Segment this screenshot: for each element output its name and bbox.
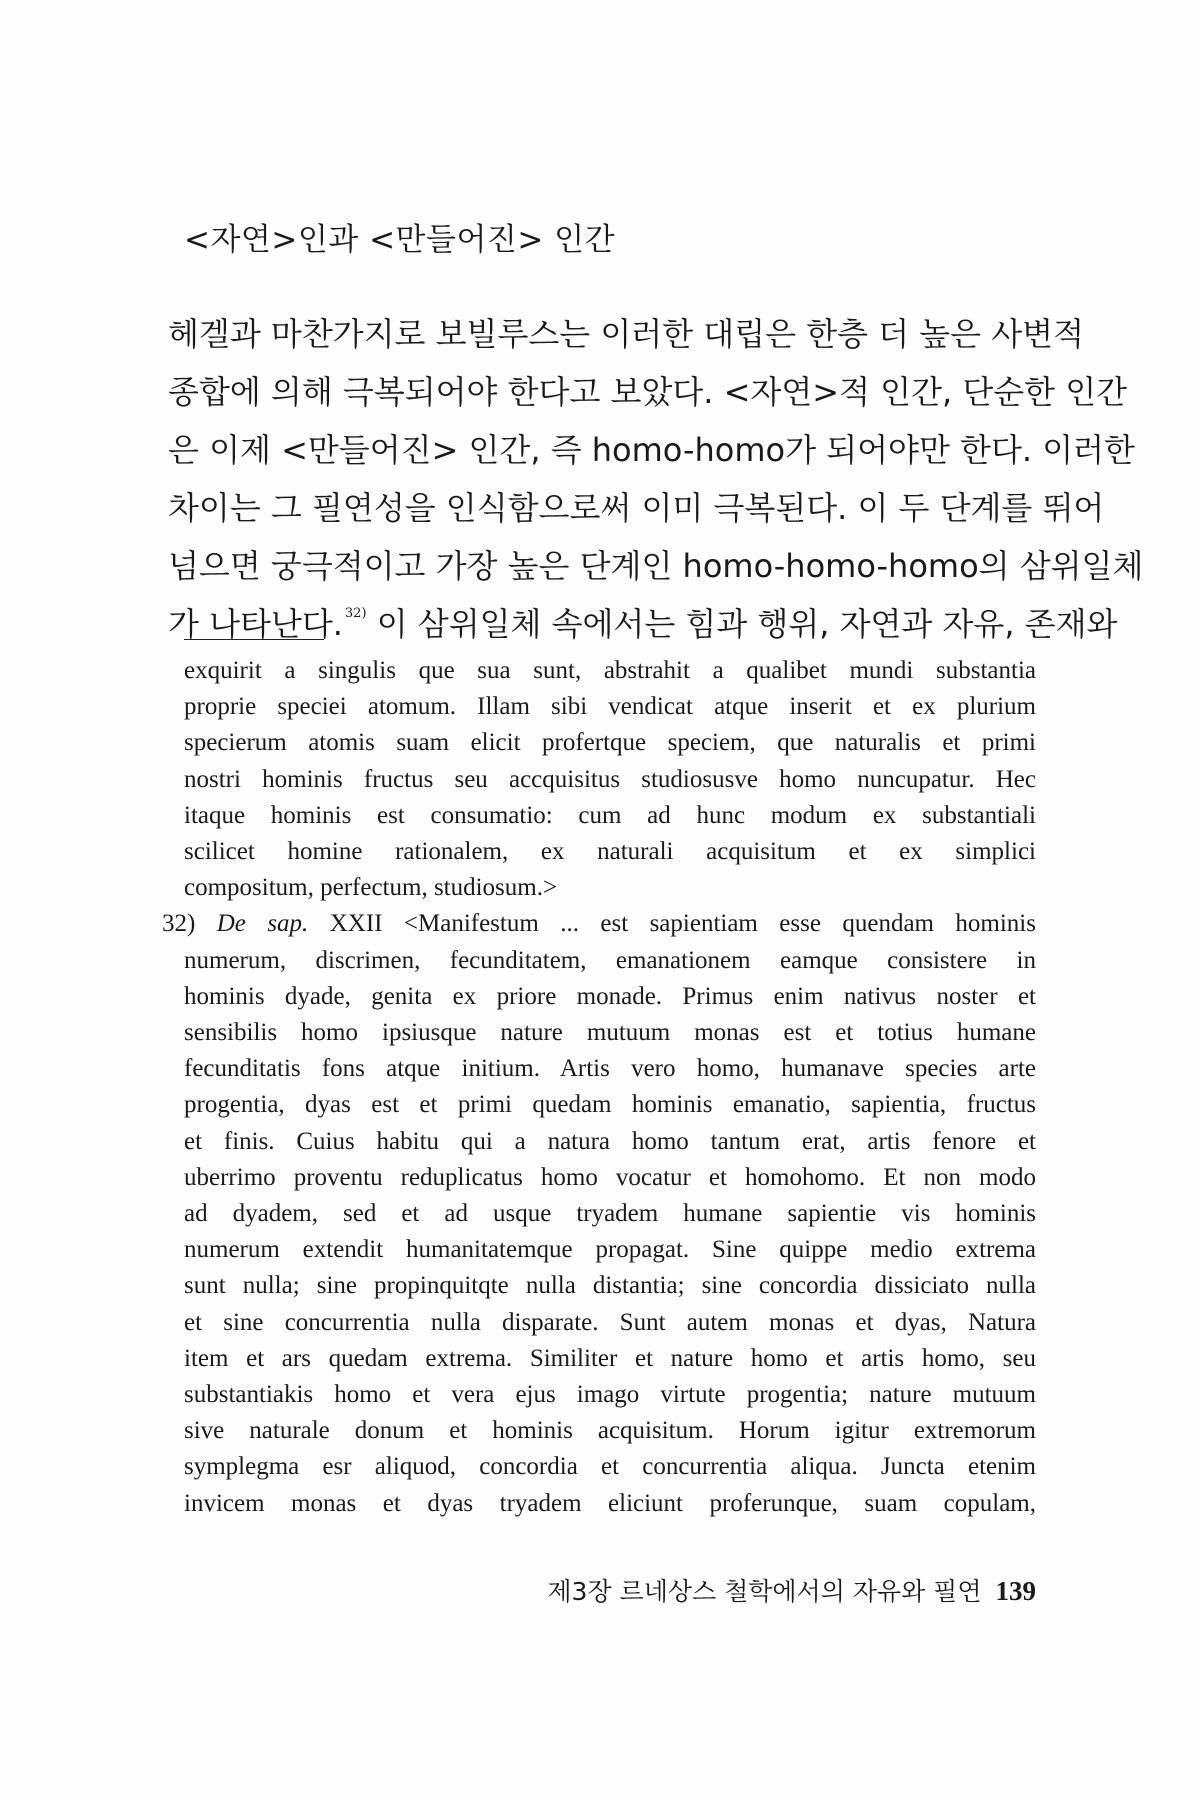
body-line: 종합에 의해 극복되어야 한다고 보았다. <자연>적 인간, 단순한 인간 (168, 373, 1128, 411)
page-number: 139 (995, 1576, 1036, 1606)
footnote-line: proprie speciei atomum. Illam sibi vendicat atque inserit et ex plurium (184, 693, 1036, 721)
chapter-title: 제3장 르네상스 철학에서의 자유와 필연 (547, 1577, 982, 1606)
body-text-fragment: 이 삼위일체 속에서는 힘과 행위, 자연과 자유, 존재와 (366, 605, 1118, 643)
footnote-line: exquirit a singulis que sua sunt, abstrahit a qualibet mundi substantia (184, 657, 1036, 684)
footnote-line: invicem monas et dyas tryadem eliciunt proferunque, suam copulam, (184, 1489, 1036, 1517)
footnote-line: progentia, dyas est et primi quedam hominis emanatio, sapientia, fructus (184, 1091, 1036, 1119)
footnotes (162, 653, 1036, 1522)
footnote-line: fecunditatis fons atque initium. Artis vero homo, humanave species arte (184, 1055, 1036, 1083)
footnote-line: symplegma esr aliquod, concordia et concurrentia aliqua. Juncta etenim (184, 1453, 1036, 1481)
footnote-line: substantiakis homo et vera ejus imago virtute progentia; nature mutuum (184, 1381, 1036, 1409)
body-line: 은 이제 <만들어진> 인간, 즉 homo-homo가 되어야만 한다. 이러한 (168, 431, 1135, 469)
body-line: 헤겔과 마찬가지로 보빌루스는 이러한 대립은 한층 더 높은 사변적 (168, 315, 1085, 353)
body-line: 넘으면 궁극적이고 가장 높은 단계인 homo-homo-homo의 삼위일체 (168, 547, 1144, 585)
footnote-line: item et ars quedam extrema. Similiter et nature homo et artis homo, seu (184, 1344, 1036, 1372)
footnote-source: De sap. (216, 910, 309, 938)
footnote-line: hominis dyade, genita ex priore monade. Primus enim nativus noster et (184, 982, 1036, 1010)
footnote-line: compositum, perfectum, studiosum.> (184, 874, 558, 902)
body-line: 차이는 그 필연성을 인식함으로써 이미 극복된다. 이 두 단계를 뛰어 (168, 489, 1105, 527)
footnote-reference[interactable]: 32) (344, 606, 367, 621)
footnote-line: uberrimo proventu reduplicatus homo vocatur et homohomo. Et non modo (184, 1163, 1036, 1191)
footnote-divider (184, 639, 324, 640)
footnote-line: numerum, discrimen, fecunditatem, emanationem eamque consistere in (184, 946, 1036, 974)
footnote-continuation (184, 653, 1036, 906)
footnote-marker: 32) (162, 910, 217, 938)
footnote-line: sive naturale donum et hominis acquisitum. Horum igitur extremorum (184, 1417, 1036, 1445)
running-head: <자연>인과 <만들어진> 인간 (184, 222, 616, 258)
footnote-line: sensibilis homo ipsiusque nature mutuum monas est et totius humane (184, 1019, 1036, 1047)
footnote-line: itaque hominis est consumatio: cum ad hunc modum ex substantiali (184, 801, 1036, 829)
footnote-line: ad dyadem, sed et ad usque tryadem humane sapientie vis hominis (184, 1200, 1036, 1228)
footnote-line: sunt nulla; sine propinquitqte nulla distantia; sine concordia dissiciato nulla (184, 1272, 1036, 1300)
body-text-fragment: 가 나타난다. (168, 605, 343, 643)
footnote-32 (162, 906, 1036, 1521)
body-paragraph (168, 305, 1144, 653)
footnote-line: numerum extendit humanitatemque propagat. Sine quippe medio extrema (184, 1236, 1036, 1264)
footnote-text: XXII <Manifestum ... est sapientiam esse quendam hominis (308, 910, 1036, 938)
footnote-line: scilicet homine rationalem, ex naturali acquisitum et ex simplici (184, 838, 1036, 866)
body-line (168, 595, 1118, 653)
page-footer (484, 1572, 1036, 1608)
footnote-line (162, 906, 1036, 942)
footnote-line: specierum atomis suam elicit profertque speciem, que naturalis et primi (184, 729, 1036, 757)
footnote-line: et sine concurrentia nulla disparate. Sunt autem monas et dyas, Natura (184, 1308, 1036, 1336)
footnote-line: et finis. Cuius habitu qui a natura homo tantum erat, artis fenore et (184, 1127, 1036, 1155)
footnote-line: nostri hominis fructus seu accquisitus studiosusve homo nuncupatur. Hec (184, 765, 1036, 793)
